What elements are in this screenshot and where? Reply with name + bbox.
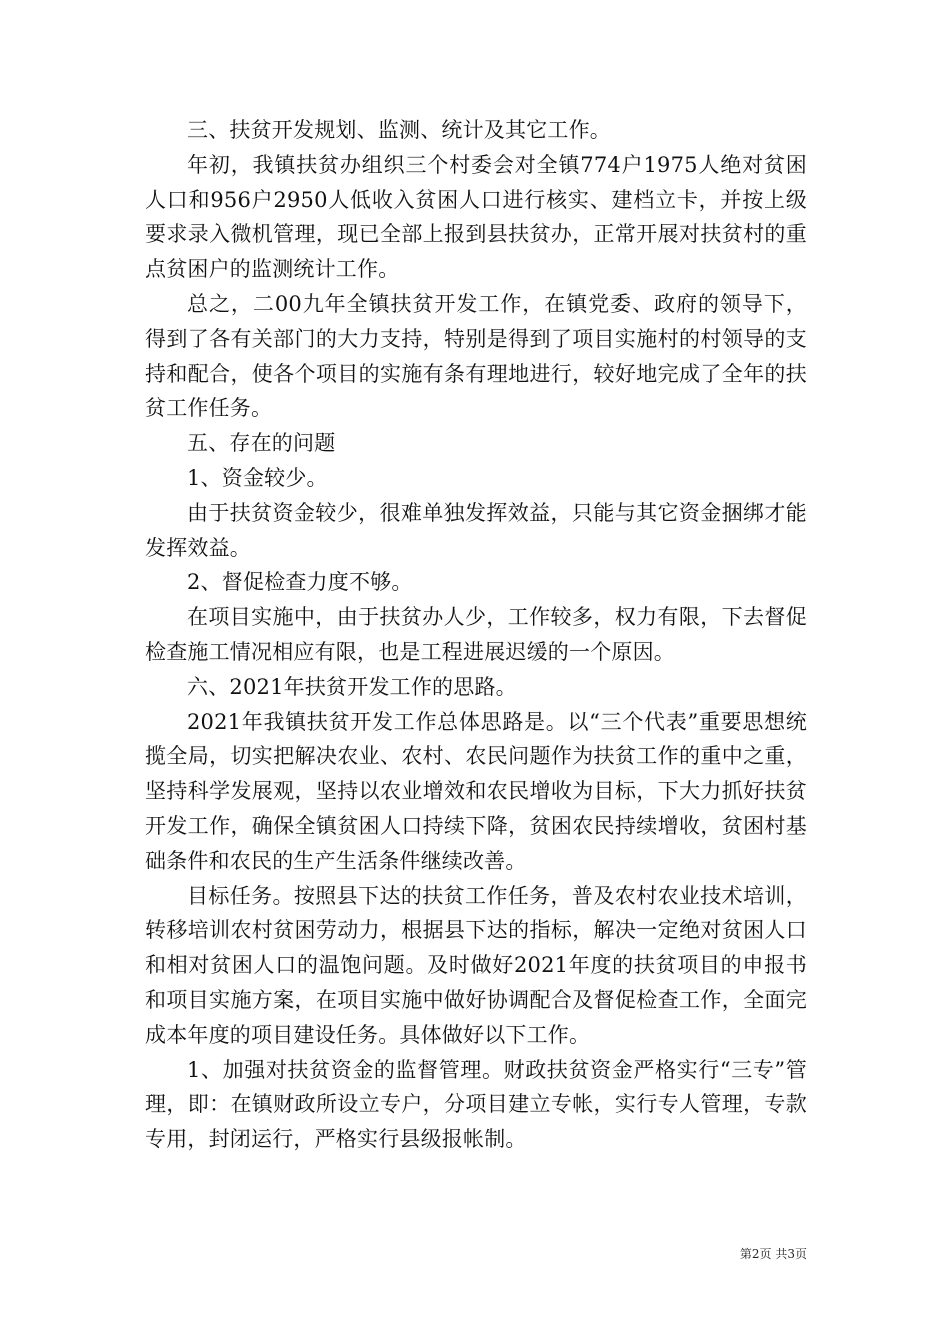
page-number: 第2页 共3页 xyxy=(739,1247,807,1261)
paragraph-fund-management: 1、加强对扶贫资金的监督管理。财政扶贫资金严格实行“三专”管理，即：在镇财政所设立专户，分项目建立专帐，实行专人管理，专款专用，封闭运行，严格实行县级报帐制。 xyxy=(145,1057,807,1152)
paragraph-goals: 目标任务。按照县下达的扶贫工作任务，普及农村农业技术培训，转移培训农村贫困劳动力，根据县下达的指标，解决一定绝对贫困人口和相对贫困人口的温饱问题。及时做好2021年度的扶贫项目的申报书和项目实施方案，在项目实施中做好协调配合及督促检查工作，全面完成本年度的项目建设任务。具体做好以下工作。 xyxy=(145,883,807,1047)
subheading-funds: 1、资金较少。 xyxy=(187,465,328,490)
subheading-supervision: 2、督促检查力度不够。 xyxy=(187,570,413,595)
section-heading-plan-2021: 六、2021年扶贫开发工作的思路。 xyxy=(187,674,517,699)
paragraph-supervision: 在项目实施中，由于扶贫办人少，工作较多，权力有限，下去督促检查施工情况相应有限，也是工程进展迟缓的一个原因。 xyxy=(145,605,807,664)
paragraph-poverty-registration: 年初，我镇扶贫办组织三个村委会对全镇774户1975人绝对贫困人口和956户2950人低收入贫困人口进行核实、建档立卡，并按上级要求录入微机管理，现已全部上报到县扶贫办，正常开展对扶贫村的重点贫困户的监测统计工作。 xyxy=(145,152,807,282)
paragraph-overall-approach: 2021年我镇扶贫开发工作总体思路是。以“三个代表”重要思想统揽全局，切实把解决农业、农村、农民问题作为扶贫工作的重中之重，坚持科学发展观，坚持以农业增效和农民增收为目标，下大力抓好扶贫开发工作，确保全镇贫困人口持续下降，贫困农民持续增收，贫困村基础条件和农民的生产生活条件继续改善。 xyxy=(145,709,807,873)
section-heading-problems: 五、存在的问题 xyxy=(187,431,336,456)
paragraph-funds: 由于扶贫资金较少，很难单独发挥效益，只能与其它资金捆绑才能发挥效益。 xyxy=(145,500,807,560)
paragraph-summary: 总之，二00九年全镇扶贫开发工作，在镇党委、政府的领导下，得到了各有关部门的大力支持，特别是得到了项目实施村的村领导的支持和配合，使各个项目的实施有条有理地进行，较好地完成了全年的扶贫工作任务。 xyxy=(145,291,807,421)
document-body xyxy=(145,113,807,1157)
section-heading-planning: 三、扶贫开发规划、监测、统计及其它工作。 xyxy=(187,118,611,142)
